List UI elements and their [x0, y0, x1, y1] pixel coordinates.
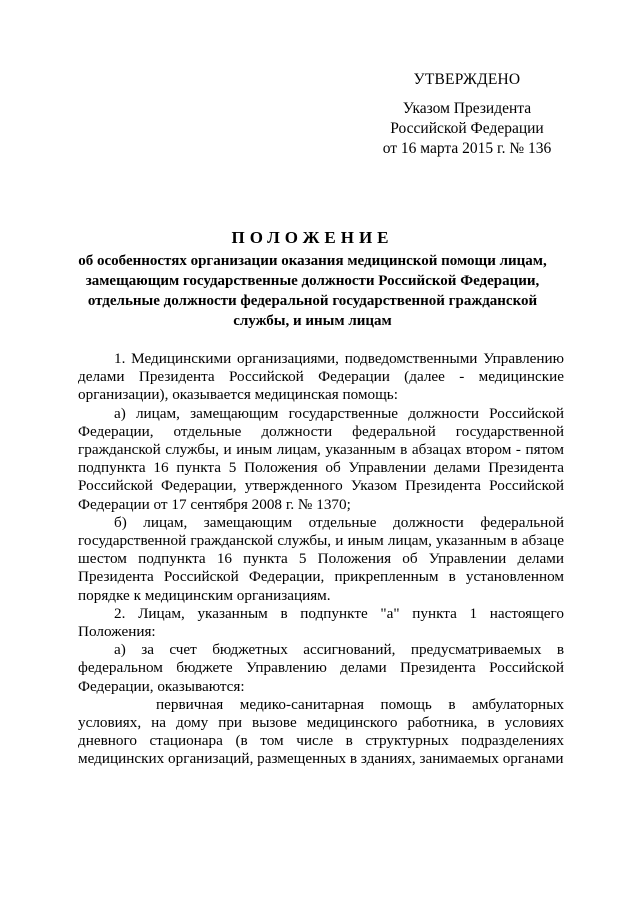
title-subtitle-line: службы, и иным лицам — [233, 313, 392, 329]
title-heading: ПОЛОЖЕНИЕ — [231, 228, 394, 247]
paragraph-1: 1. Медицинскими организациями, подведомственными Управлению делами Президента Российской Федерации (далее - медицинские организации), оказывается медицинская помощь: — [78, 350, 564, 404]
document-title — [60, 227, 565, 331]
paragraph-2: 2. Лицам, указанным в подпункте "а" пункта 1 настоящего Положения: — [78, 604, 564, 641]
paragraph-1a: а) лицам, замещающим государственные должности Российской Федерации, отдельные должности федеральной государственной гражданской службы, и иным лицам, указанным в абзацах втором - пятом подпункта 16 пункта 5 Положения об Управлении делами Президента Российской Федерации, утвержденного Указом Президента Российской Федерации от 17 сентября 2008 г. № 1370; — [78, 404, 564, 513]
title-subtitle-line: отдельные должности федеральной государственной гражданской — [87, 293, 538, 309]
approval-line-2: Российской Федерации — [390, 120, 544, 137]
paragraph-1b: б) лицам, замещающим отдельные должности федеральной государственной гражданской службы, и иным лицам, указанным в абзаце шестом подпункта 16 пункта 5 Положения об Управлении делами Президента Российской Федерации, прикрепленным в установленном порядке к медицинским организациям. — [78, 513, 564, 604]
approval-block — [372, 70, 562, 159]
paragraph-2a-item: первичная медико-санитарная помощь в амбулаторных условиях, на дому при вызове медицинского работника, в условиях дневного стационара (в том числе в структурных подразделениях медицинских организаций, размещенных в зданиях, занимаемых органами — [78, 695, 564, 768]
approval-line-3: от 16 марта 2015 г. № 136 — [382, 140, 552, 157]
title-subtitle-line: замещающим государственные должности Российской Федерации, — [85, 273, 540, 289]
paragraph-2a: а) за счет бюджетных ассигнований, предусматриваемых в федеральном бюджете Управлению делами Президента Российской Федерации, оказываются: — [78, 641, 564, 695]
approval-stamp: УТВЕРЖДЕНО — [413, 71, 521, 88]
document-body — [78, 350, 564, 769]
approval-line-1: Указом Президента — [402, 100, 532, 117]
title-subtitle-line: об особенностях организации оказания медицинской помощи лицам, — [78, 253, 547, 269]
